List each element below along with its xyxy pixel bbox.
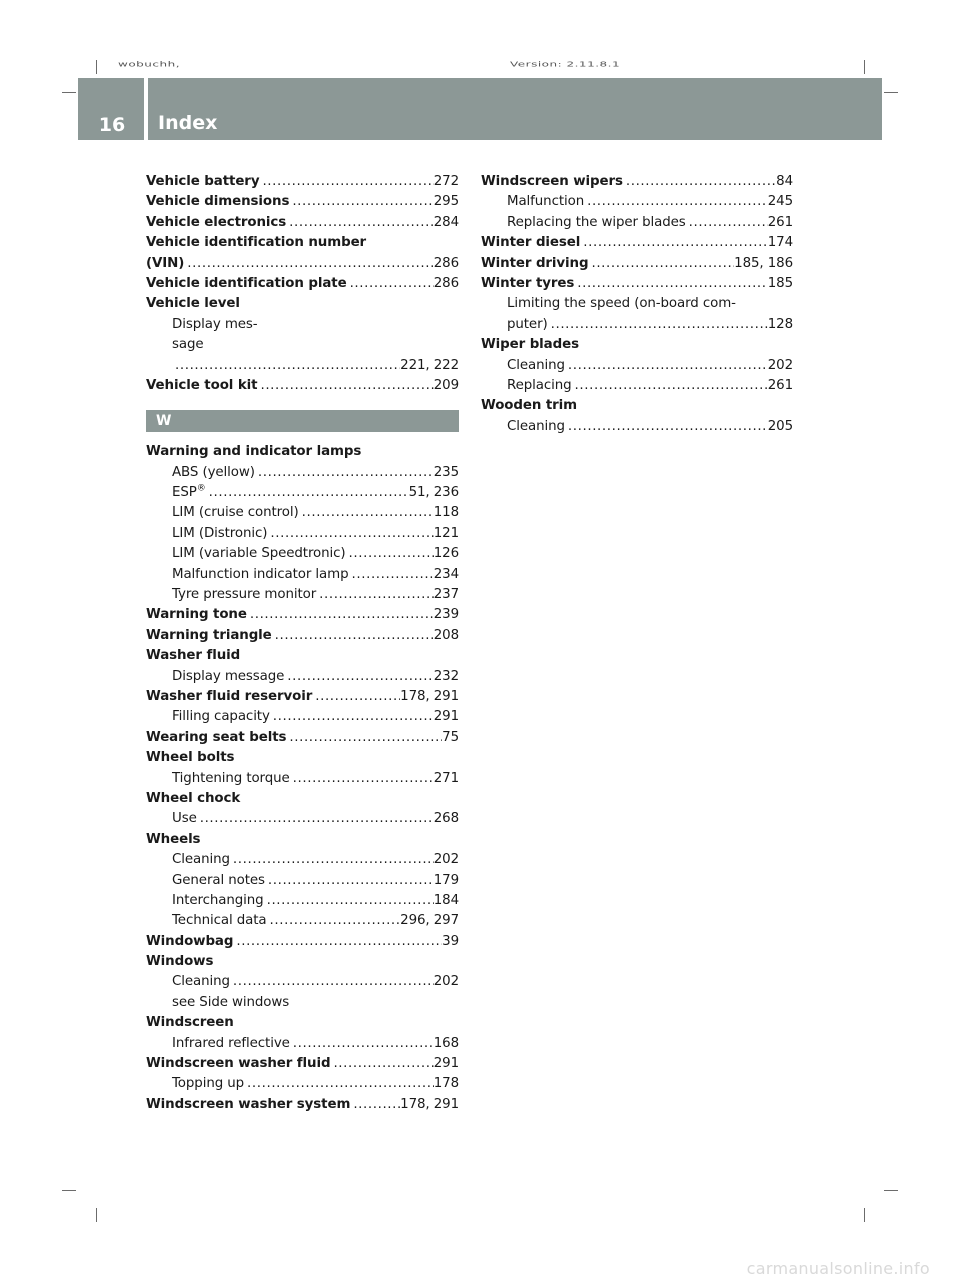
index-entry [146, 646, 459, 666]
index-entry [481, 396, 793, 416]
index-entry-page[interactable]: 245 [767, 194, 793, 210]
index-entry [146, 1095, 459, 1115]
index-entry [481, 172, 793, 192]
index-entry [146, 565, 459, 585]
section-title: Index [158, 112, 218, 134]
index-entry-text: Warning triangle [146, 627, 272, 643]
index-entry-label [146, 254, 184, 274]
index-entry [146, 335, 459, 355]
index-entry-page[interactable]: 291 [433, 709, 459, 725]
index-entry [146, 503, 459, 523]
index-entry-label [481, 233, 580, 253]
index-entry-label [146, 748, 234, 768]
index-entry-text: Wooden trim [481, 398, 578, 414]
dot-leader [289, 192, 433, 212]
dot-leader [580, 233, 767, 253]
index-entry-label [172, 1074, 244, 1094]
index-entry-text: Display mes- [172, 316, 258, 332]
index-entry-text: Vehicle tool kit [146, 377, 258, 393]
index-entry-text: Windscreen [146, 1015, 234, 1031]
index-entry-page[interactable]: 205 [767, 418, 793, 434]
index-entry-page[interactable]: 168 [433, 1035, 459, 1051]
index-entry-text: Malfunction [507, 194, 585, 210]
index-entry-page[interactable]: 232 [433, 668, 459, 684]
index-entry [146, 1054, 459, 1074]
index-entry [146, 850, 459, 870]
index-entries-v [146, 172, 459, 396]
index-entry-page[interactable]: 202 [433, 852, 459, 868]
index-entry-text: Technical data [172, 913, 267, 929]
dot-leader [267, 524, 433, 544]
dot-leader [350, 1095, 400, 1115]
index-entry [146, 605, 459, 625]
index-entry [481, 417, 793, 437]
index-entry-label [146, 274, 347, 294]
dot-leader [257, 376, 433, 396]
index-entry-page[interactable]: 118 [433, 505, 459, 521]
index-entry-text: General notes [172, 872, 265, 888]
index-entry [481, 376, 793, 396]
index-entry-label [146, 932, 233, 952]
crop-mark [62, 1190, 76, 1191]
dot-leader [284, 667, 433, 687]
index-entry-text: Wheels [146, 831, 201, 847]
index-entry-page[interactable]: 209 [433, 377, 459, 393]
index-entry-text: Warning and indicator lamps [146, 444, 362, 460]
index-entry-text: Infrared reflective [172, 1035, 290, 1051]
crop-mark [96, 1208, 97, 1222]
index-entry-label [146, 728, 286, 748]
registered-mark: ® [196, 483, 206, 494]
index-entry [146, 585, 459, 605]
page-number-box [78, 78, 144, 140]
index-entry [146, 769, 459, 789]
index-entry [146, 524, 459, 544]
index-entry [146, 483, 459, 503]
dot-leader [349, 565, 434, 585]
index-entry-label [172, 993, 289, 1013]
index-entry-text: Washer fluid [146, 648, 241, 664]
index-entry-text: Vehicle identification number [146, 235, 367, 251]
index-entry [146, 952, 459, 972]
index-entry [146, 172, 459, 192]
index-entry-page[interactable]: 261 [767, 377, 793, 393]
index-entry [481, 233, 793, 253]
index-entry-page[interactable]: 208 [433, 627, 459, 643]
index-entry-page[interactable]: 39 [442, 933, 459, 949]
index-entry-text: Vehicle level [146, 296, 240, 312]
index-entry-text: Display message [172, 668, 285, 684]
index-entry-page[interactable]: 284 [433, 214, 459, 230]
dot-leader [270, 707, 434, 727]
index-column-right [481, 172, 793, 437]
index-entry-text: Replacing [507, 377, 572, 393]
index-entry-text: Limiting the speed (on-board com- [507, 296, 736, 312]
index-entry-label [172, 544, 346, 564]
index-entry-text: Vehicle identification plate [146, 275, 347, 291]
index-entry [146, 1034, 459, 1054]
index-entry [146, 972, 459, 992]
letter-heading-w: W [146, 410, 459, 432]
index-entry [146, 707, 459, 727]
index-entry-label [172, 315, 258, 335]
index-entry [146, 192, 459, 212]
index-entry-label [172, 707, 270, 727]
index-entry-text: Tightening torque [172, 770, 290, 786]
index-entry [146, 871, 459, 891]
index-entry-page[interactable]: 121 [433, 525, 459, 541]
index-entry [146, 809, 459, 829]
index-entry [146, 544, 459, 564]
index-entry-text: Wheel bolts [146, 750, 235, 766]
dot-leader [272, 626, 434, 646]
index-entry-label [481, 335, 579, 355]
crop-mark [96, 60, 97, 74]
index-entry-page[interactable]: 179 [433, 872, 459, 888]
index-entry-text: LIM (variable Speedtronic) [172, 546, 346, 562]
index-entry-label [146, 376, 257, 396]
index-entry-text: Wiper blades [481, 337, 579, 353]
index-entries-w-left [146, 442, 459, 1115]
index-entry-label [172, 524, 267, 544]
dot-leader [312, 687, 400, 707]
index-entry-label [146, 1013, 234, 1033]
index-entry-text: LIM (Distronic) [172, 525, 268, 541]
dot-leader [247, 605, 434, 625]
index-entry-label [507, 213, 686, 233]
dot-leader [286, 213, 434, 233]
index-entry [146, 748, 459, 768]
index-entry-page[interactable]: 234 [433, 566, 459, 582]
dot-leader [565, 417, 768, 437]
index-entries-w-right [481, 172, 793, 437]
index-entry-label [507, 315, 548, 335]
index-entry [146, 1074, 459, 1094]
index-entry-text: Cleaning [507, 418, 565, 434]
index-entry-page[interactable]: 286 [433, 255, 459, 271]
index-entry-label [507, 294, 736, 314]
index-entry-label [507, 376, 572, 396]
page-number: 16 [98, 114, 126, 136]
index-entry-page[interactable]: 51, 236 [408, 485, 459, 501]
header-meta-left: wobuchh, [118, 60, 181, 68]
index-entry-page[interactable]: 235 [433, 464, 459, 480]
index-entry [146, 315, 459, 335]
index-entry [146, 830, 459, 850]
index-entry-label [481, 254, 588, 274]
index-entry [481, 274, 793, 294]
index-entry-text: Replacing the wiper blades [507, 214, 686, 230]
index-entry-text: (VIN) [146, 255, 185, 271]
index-entry-label [172, 1034, 290, 1054]
index-entry [481, 315, 793, 335]
dot-leader [172, 356, 400, 376]
index-entry [481, 335, 793, 355]
index-entry-page[interactable]: 178 [433, 1076, 459, 1092]
index-entry [481, 213, 793, 233]
dot-leader [299, 503, 434, 523]
index-entry-text: Topping up [172, 1076, 245, 1092]
page-header [78, 78, 882, 140]
index-entry-text: Filling capacity [172, 709, 270, 725]
dot-leader [255, 463, 434, 483]
index-entry-text: Vehicle battery [146, 174, 260, 189]
index-entry-text: Windscreen washer fluid [146, 1056, 331, 1072]
index-entry-text: Winter tyres [481, 275, 575, 291]
dot-leader [316, 585, 434, 605]
index-entry-label [146, 1095, 350, 1115]
index-entry-text: ABS (yellow) [172, 464, 255, 480]
index-entry-text: Cleaning [172, 852, 230, 868]
dot-leader [197, 809, 434, 829]
dot-leader [584, 192, 768, 212]
index-entry-label [146, 213, 286, 233]
index-entry-label [172, 335, 204, 355]
index-entry-page[interactable]: 202 [433, 974, 459, 990]
index-entry-text: Tyre pressure monitor [172, 587, 317, 603]
index-entry [146, 911, 459, 931]
index-entry [146, 626, 459, 646]
crop-mark [864, 1208, 865, 1222]
dot-leader [259, 172, 433, 192]
index-entry-page[interactable]: 75 [442, 729, 459, 745]
index-entry-page[interactable]: 126 [433, 546, 459, 562]
crop-mark [884, 92, 898, 93]
index-entry-page[interactable]: 185, 186 [734, 255, 793, 271]
header-divider [144, 78, 148, 140]
index-entry [146, 356, 459, 376]
index-entry-label [172, 667, 284, 687]
index-entry-page[interactable]: 268 [433, 811, 459, 827]
index-entry-page[interactable]: 261 [767, 214, 793, 230]
index-entry-page[interactable]: 84 [776, 174, 793, 189]
index-entry [146, 789, 459, 809]
dot-leader [574, 274, 768, 294]
dot-leader [346, 544, 434, 564]
index-entry [146, 891, 459, 911]
dot-leader [290, 769, 434, 789]
dot-leader [233, 932, 442, 952]
index-entry-label [146, 789, 240, 809]
index-entry-label [172, 891, 264, 911]
index-entry [146, 687, 459, 707]
header-meta-right: Version: 2.11.8.1 [510, 60, 621, 68]
index-entry-text: Cleaning [172, 974, 230, 990]
dot-leader [290, 1034, 434, 1054]
dot-leader [623, 172, 776, 192]
index-entry [146, 1013, 459, 1033]
dot-leader [244, 1074, 434, 1094]
index-entry [481, 356, 793, 376]
index-entry-label [146, 294, 240, 314]
index-entry-label [481, 274, 574, 294]
index-entry-label [146, 626, 272, 646]
index-entry-text: Windowbag [146, 933, 234, 949]
index-entry-page[interactable]: 271 [433, 770, 459, 786]
index-entry-label [146, 646, 240, 666]
index-entry-text: Winter driving [481, 255, 589, 271]
index-entry-label [146, 442, 361, 462]
index-entry-text: Washer fluid reservoir [146, 688, 313, 704]
index-entry [146, 993, 459, 1013]
index-entry [146, 667, 459, 687]
dot-leader [330, 1054, 433, 1074]
dot-leader [230, 850, 434, 870]
index-entry-page[interactable]: 296, 297 [400, 913, 459, 929]
index-entry-page[interactable]: 185 [767, 275, 793, 291]
index-entry-text: see Side windows [172, 994, 290, 1010]
index-entry-label [172, 769, 290, 789]
dot-leader [206, 483, 409, 503]
index-entry-text: Interchanging [172, 892, 264, 908]
dot-leader [267, 911, 401, 931]
dot-leader [548, 315, 768, 335]
dot-leader [588, 254, 734, 274]
index-entry [146, 294, 459, 314]
index-entry-text: Cleaning [507, 357, 565, 373]
footer-watermark: carmanualsonline.info [746, 1259, 930, 1278]
index-entry-label [507, 356, 565, 376]
index-entry-text: ESP [172, 485, 197, 501]
index-entry-label [172, 850, 230, 870]
index-entry-text: Wheel chock [146, 790, 241, 806]
index-entry [146, 442, 459, 462]
index-entry-label [146, 1054, 330, 1074]
dot-leader [286, 728, 442, 748]
index-entry [481, 254, 793, 274]
index-entry [146, 728, 459, 748]
dot-leader [265, 871, 434, 891]
index-entry [481, 294, 793, 314]
index-entry-label [146, 192, 289, 212]
index-entry-page[interactable]: 128 [767, 316, 793, 332]
index-entry-label [146, 952, 213, 972]
index-entry-page[interactable]: 295 [433, 194, 459, 210]
dot-leader [572, 376, 768, 396]
index-entry [146, 213, 459, 233]
crop-mark [864, 60, 865, 74]
index-entry [146, 932, 459, 952]
index-entry-label [146, 233, 366, 253]
index-entry-label [172, 972, 230, 992]
dot-leader [565, 356, 768, 376]
index-entry-label [481, 172, 623, 192]
index-column-left [146, 172, 459, 1115]
index-entry-text: Vehicle electronics [146, 214, 287, 230]
index-entry [146, 254, 459, 274]
index-entry-label [481, 396, 577, 416]
index-entry-label [172, 565, 349, 585]
index-entry [146, 274, 459, 294]
index-entry-page[interactable]: 291 [433, 1056, 459, 1072]
index-entry-label [172, 503, 299, 523]
dot-leader [686, 213, 768, 233]
index-entry-page[interactable]: 239 [433, 607, 459, 623]
dot-leader [230, 972, 434, 992]
crop-mark [62, 92, 76, 93]
dot-leader [347, 274, 434, 294]
index-entry-text: Use [172, 811, 197, 827]
index-entry [146, 376, 459, 396]
index-entry-label [146, 605, 247, 625]
index-entry-text: Vehicle dimensions [146, 194, 290, 210]
index-entry-label [172, 809, 197, 829]
index-entry-text: Malfunction indicator lamp [172, 566, 349, 582]
index-entry-page[interactable]: 178, 291 [400, 1096, 459, 1112]
index-entry-text: Windows [146, 954, 214, 970]
index-entry-page[interactable]: 184 [433, 892, 459, 908]
index-entry-text: puter) [507, 316, 548, 332]
index-entry-page[interactable]: 237 [433, 587, 459, 603]
crop-mark [884, 1190, 898, 1191]
index-entry [146, 463, 459, 483]
index-entry-label [172, 585, 316, 605]
index-entry-label [146, 687, 312, 707]
index-entry-label [146, 172, 259, 192]
index-entry-page[interactable]: 272 [433, 174, 459, 189]
index-entry-label [172, 463, 255, 483]
index-entry-text: Windscreen washer system [146, 1096, 351, 1112]
index-entry-page[interactable]: 174 [767, 235, 793, 251]
index-entry-text: Wearing seat belts [146, 729, 287, 745]
index-entry-page[interactable]: 286 [433, 275, 459, 291]
index-entry-label [172, 483, 206, 503]
index-entry-text: Windscreen wipers [481, 174, 623, 189]
index-entry-label [172, 871, 265, 891]
index-entry-text: sage [172, 337, 204, 353]
index-entry-label [146, 830, 200, 850]
dot-leader [184, 254, 433, 274]
index-entry-label [507, 417, 565, 437]
index-entry-text: Winter diesel [481, 235, 581, 251]
index-entry-label [507, 192, 584, 212]
dot-leader [264, 891, 434, 911]
index-entry-text: LIM (cruise control) [172, 505, 299, 521]
index-entry-label [172, 911, 267, 931]
index-entry-page[interactable]: 178, 291 [400, 688, 459, 704]
index-entry-text: Warning tone [146, 607, 247, 623]
index-entry-page[interactable]: 202 [767, 357, 793, 373]
index-entry [481, 192, 793, 212]
index-entry [146, 233, 459, 253]
index-entry-page[interactable]: 221, 222 [400, 357, 459, 373]
